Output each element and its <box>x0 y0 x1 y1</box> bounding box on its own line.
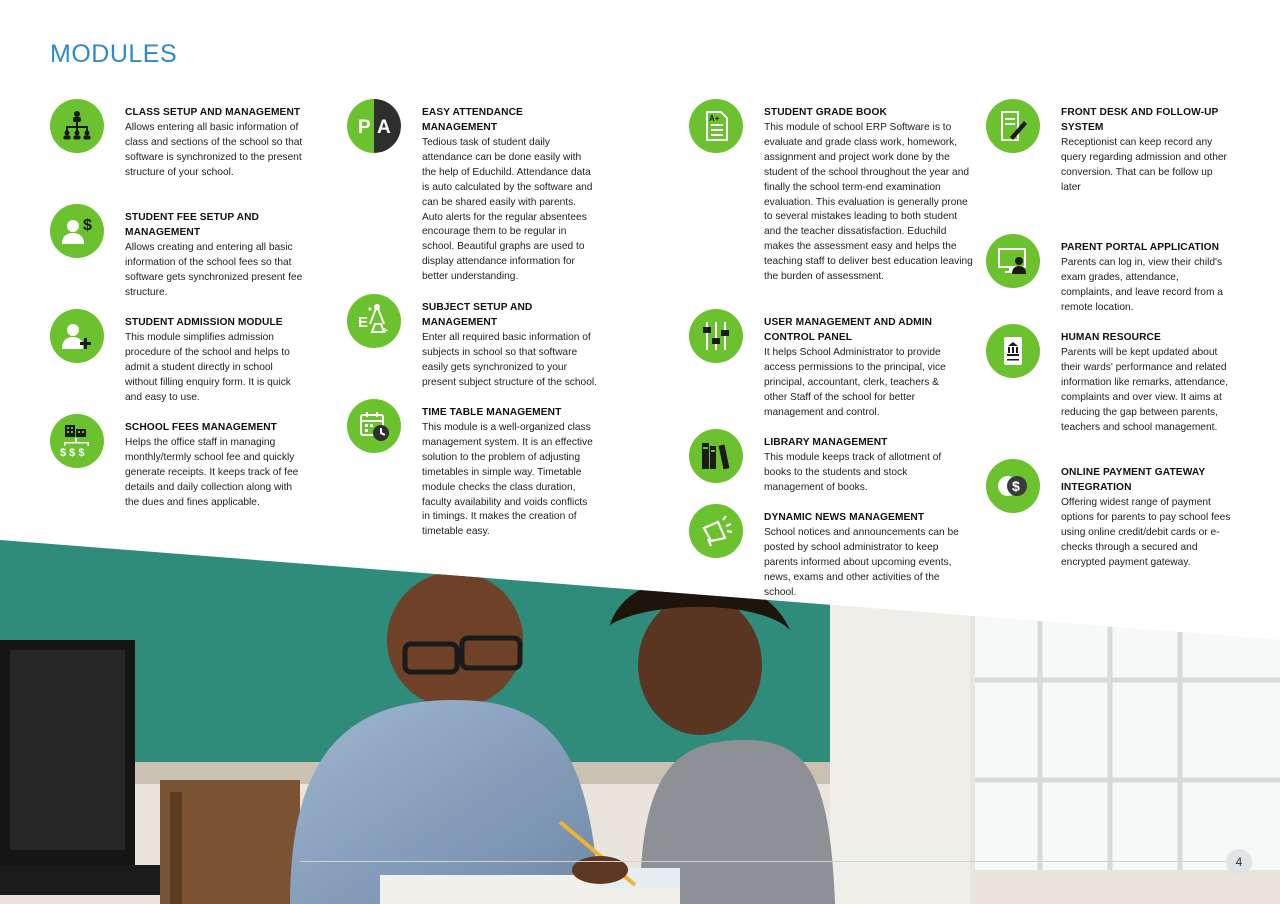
page-title: MODULES <box>50 40 178 68</box>
module-time-table <box>422 405 597 540</box>
module-title: FRONT DESK AND FOLLOW-UP SYSTEM <box>1061 107 1219 133</box>
module-title: LIBRARY MANAGEMENT <box>764 437 888 448</box>
user-dollar-icon <box>50 204 104 258</box>
module-title: STUDENT GRADE BOOK <box>764 107 887 118</box>
svg-text:P: P <box>358 117 371 138</box>
user-plus-icon <box>50 309 104 363</box>
module-school-fees <box>60 420 305 511</box>
sliders-icon <box>689 309 743 363</box>
module-description: Enter all required basic information of subjects in school so that software easily gets synchronized to your present subject structure of the school. <box>422 332 597 388</box>
module-title: HUMAN RESOURCE <box>1061 332 1161 343</box>
module-description: Offering widest range of payment options for parents to pay school fees using online credit/debit cards or e-checks through a secured and encrypted payment gateway. <box>1061 497 1231 568</box>
module-description: Helps the office staff in managing monthly/termly school fee and quickly generate receipts. It keeps track of fee details and daily collection along with the dues and fines applicable. <box>125 437 299 508</box>
module-title: USER MANAGEMENT AND ADMIN CONTROL PANEL <box>764 317 933 343</box>
svg-text:E: E <box>358 314 369 331</box>
module-title: STUDENT FEE SETUP AND MANAGEMENT <box>125 212 259 238</box>
books-icon <box>689 429 743 483</box>
grade-sheet-icon <box>689 99 743 153</box>
building-dollar-icon <box>50 414 104 468</box>
module-student-admission <box>125 315 305 406</box>
module-student-fee-setup <box>83 210 305 301</box>
hierarchy-icon <box>50 99 104 153</box>
module-description: Parents will be kept updated about their wards' performance and related information like remarks, attendance, complaints and over view. It aims at reducing the gap between parents, teachers and school management. <box>1061 347 1229 433</box>
document-pen-icon <box>986 99 1040 153</box>
svg-text:+: + <box>382 326 388 337</box>
module-parent-portal <box>1061 240 1231 316</box>
module-title: SUBJECT SETUP AND MANAGEMENT <box>422 302 533 328</box>
science-subjects-icon <box>347 294 401 348</box>
footer-rule <box>300 861 1228 862</box>
module-title: CLASS SETUP AND MANAGEMENT <box>125 107 301 118</box>
module-description: This module of school ERP Software is to evaluate and grade class work, homework, assignment and project work done by the student of the school throughout the year and finally the school term-end examination evaluation. This evaluation is generally prone to several mistakes leading to both student and the teacher dissatisfaction. Educhild makes the assessment easy and helps the teaching staff to deliver best education leaving the burden of assessment. <box>764 122 973 283</box>
module-title: TIME TABLE MANAGEMENT <box>422 407 562 418</box>
present-absent-icon <box>347 99 401 153</box>
module-description: This module keeps track of allotment of books to the students and stock management of books. <box>764 452 942 493</box>
module-title: PARENT PORTAL APPLICATION <box>1061 242 1220 253</box>
module-title: STUDENT ADMISSION MODULE <box>125 317 283 328</box>
monitor-user-icon <box>986 234 1040 288</box>
module-description: This module simplifies admission procedure of the school and helps to admit a student directly in school without filling enquiry form. It is quick and easy to use. <box>125 332 291 403</box>
page-number: 4 <box>1226 849 1252 875</box>
module-title: ONLINE PAYMENT GATEWAY INTEGRATION <box>1061 467 1206 493</box>
svg-text:*: * <box>368 306 372 317</box>
module-class-setup <box>125 105 305 181</box>
module-title: DYNAMIC NEWS MANAGEMENT <box>764 512 925 523</box>
module-description: Allows entering all basic information of class and sections of the school so that software is synchronized to the present structure of your school. <box>125 122 303 178</box>
module-description: Tedious task of student daily attendance can be done easily with the help of Educhild. Attendance data is auto calculated by the software and can be shared easily with parents. Auto alerts for the regular absentees encourage them to be regular in school. Beautiful graphs are used to display attendance information for better understanding. <box>422 137 593 283</box>
module-description: Allows creating and entering all basic information of the school fees so that software gets synchronized present fee structure. <box>125 242 303 298</box>
module-subject-setup <box>358 300 597 391</box>
module-title: SCHOOL FEES MANAGEMENT <box>125 422 278 433</box>
module-grade-book <box>709 105 974 285</box>
classroom-photo <box>0 530 1280 904</box>
module-attendance <box>358 105 597 285</box>
svg-text:A+: A+ <box>709 114 720 123</box>
module-library <box>764 435 964 496</box>
coin-dollar-icon <box>986 459 1040 513</box>
svg-text:$: $ <box>1012 478 1020 494</box>
svg-text:A: A <box>377 117 391 138</box>
module-user-management <box>764 315 964 421</box>
module-human-resource <box>1061 330 1231 435</box>
module-title: EASY ATTENDANCE MANAGEMENT <box>422 107 523 133</box>
module-front-desk <box>1061 105 1231 196</box>
module-description: School notices and announcements can be posted by school administrator to keep parents informed about upcoming events, news, exams and other activities of the school. <box>764 527 959 598</box>
module-description: It helps School Administrator to provide access permissions to the principal, vice principal, accountant, clerk, teachers & other Staff of the school for better management and control. <box>764 347 946 418</box>
svg-text:$: $ <box>83 217 92 234</box>
svg-text:$ $ $: $ $ $ <box>60 447 85 459</box>
module-description: This module is a well-organized class management system. It is an effective solution to the problem of adjusting timetables in simple way. Timetable module checks the class duration, faculty availability and voids conflicts in timings. It makes the creation of timetable easy. <box>422 422 593 538</box>
id-card-icon <box>986 324 1040 378</box>
module-description: Receptionist can keep record any query regarding admission and other conversion. That can be follow up later <box>1061 137 1227 193</box>
module-description: Parents can log in, view their child's exam grades, attendance, complaints, and leave record from a remote location. <box>1061 257 1223 313</box>
calendar-clock-icon <box>347 399 401 453</box>
